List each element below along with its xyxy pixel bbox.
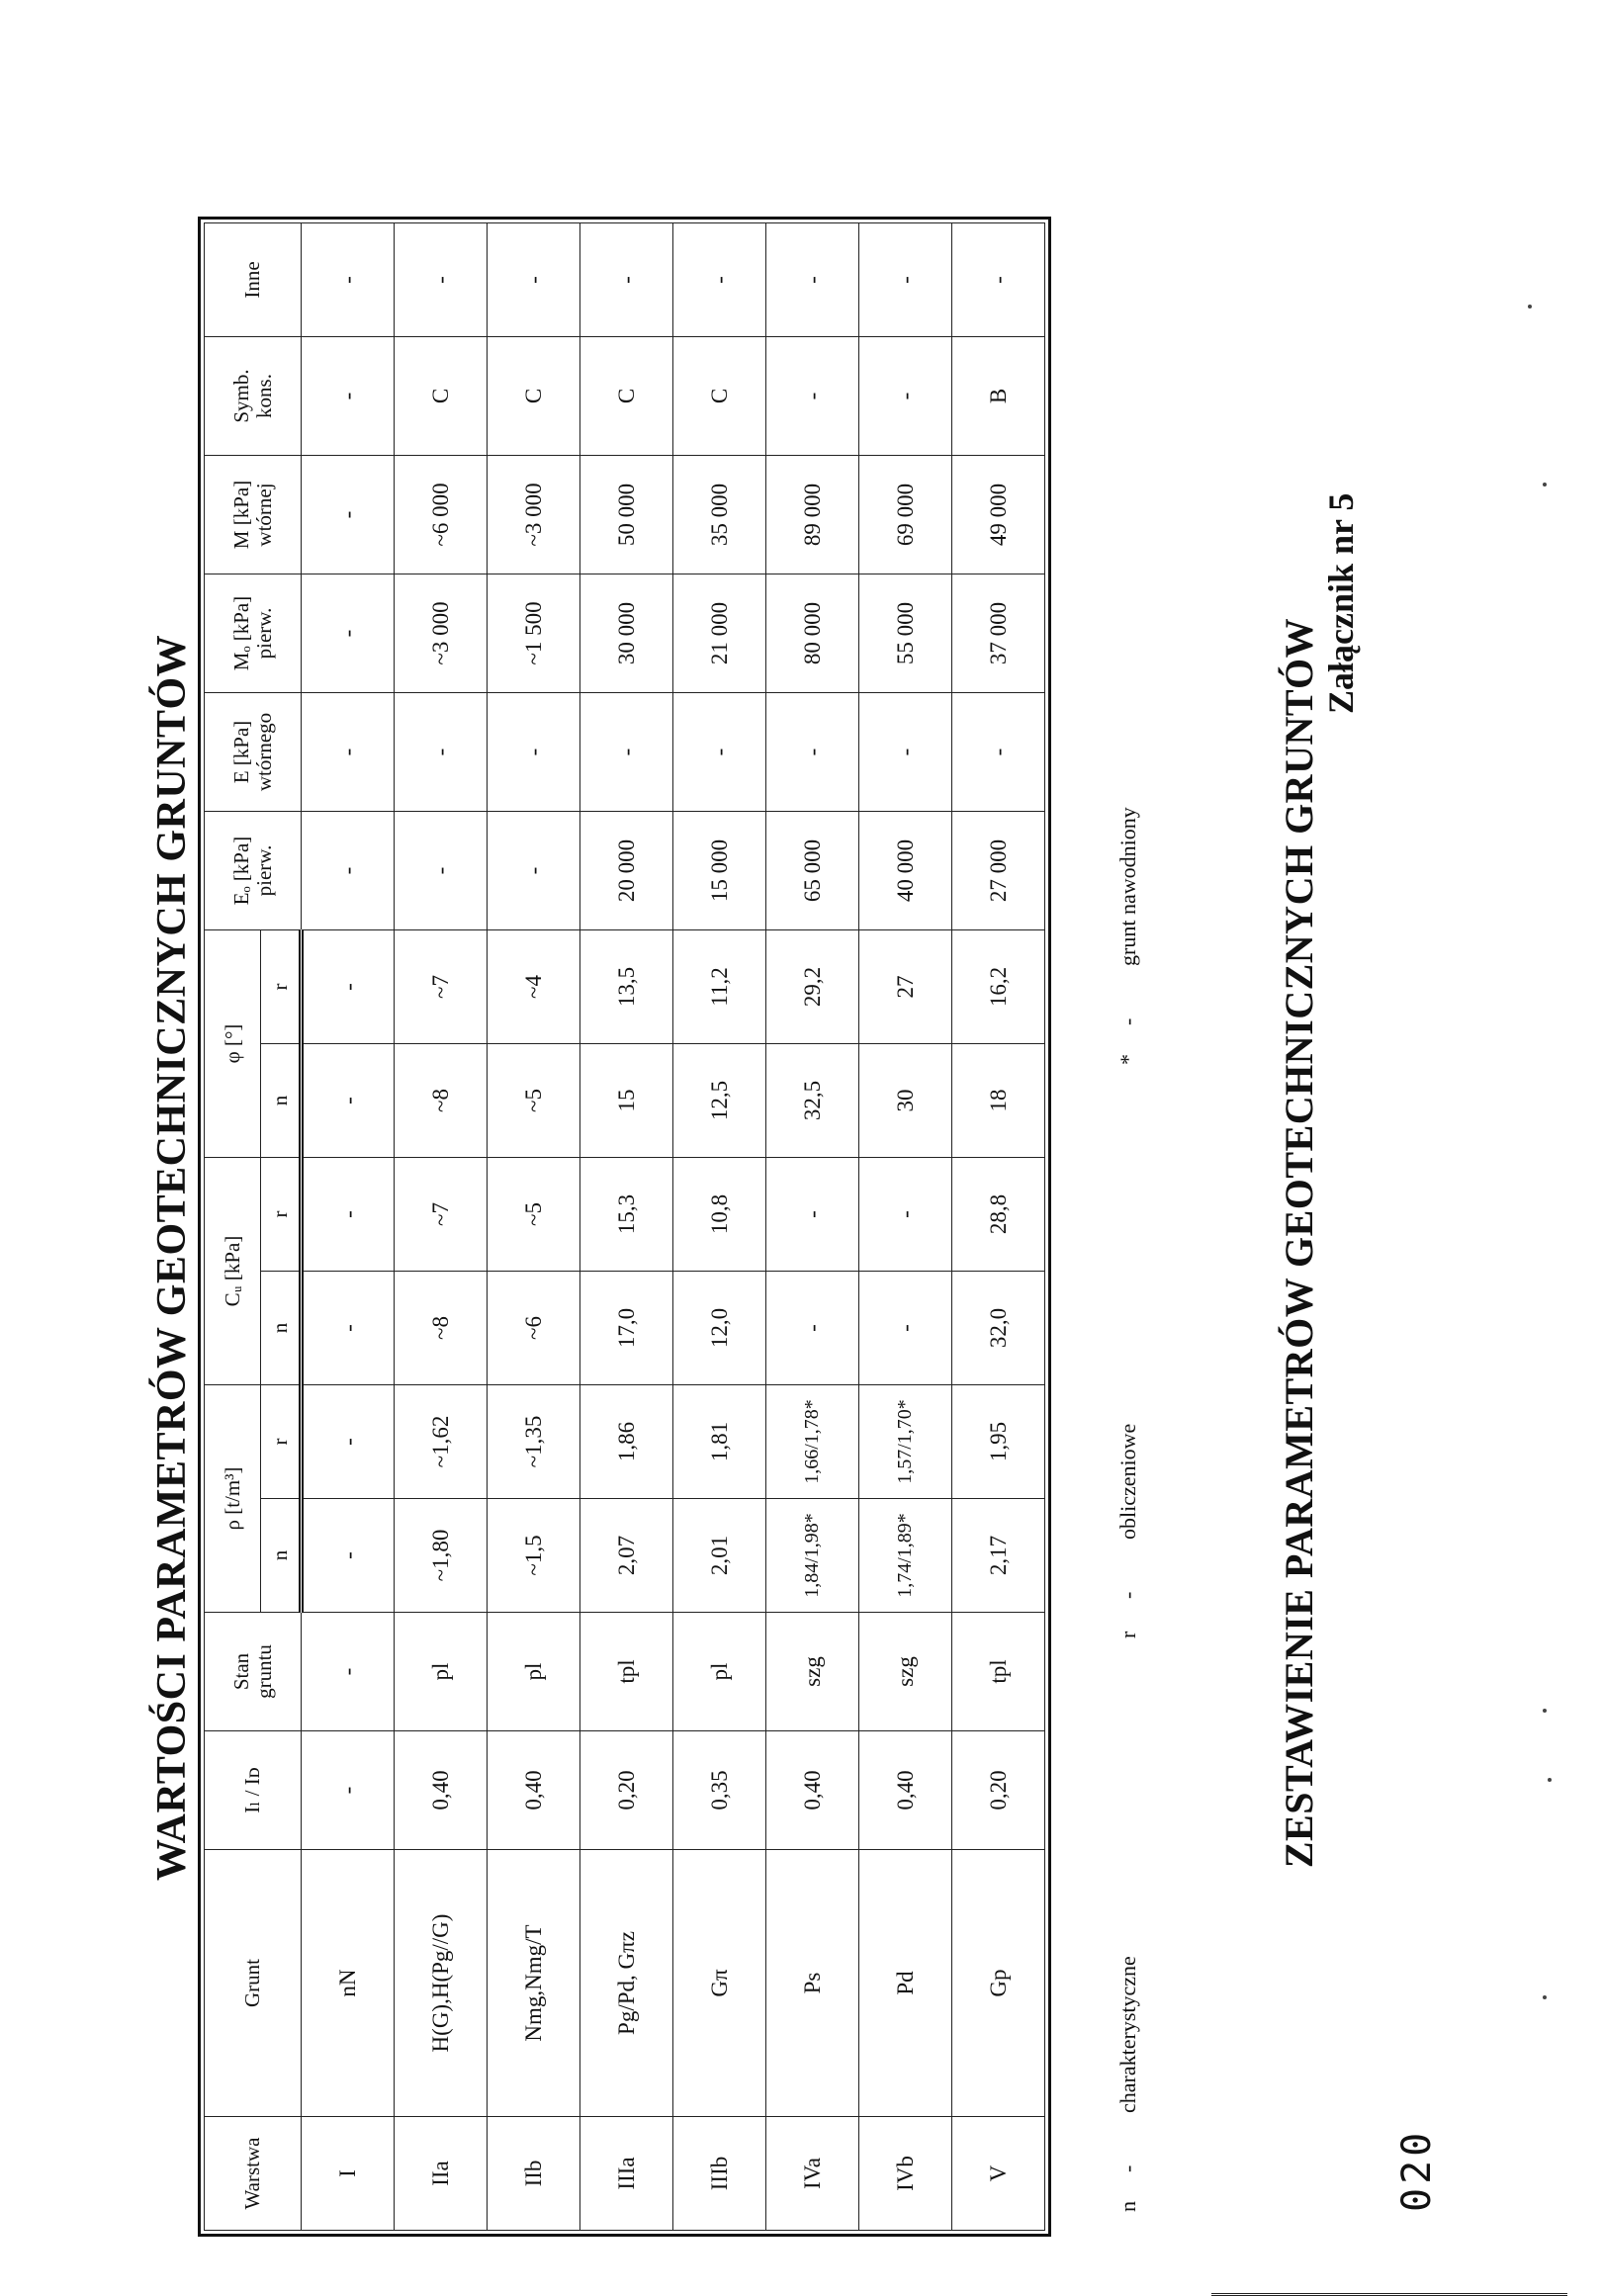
cell-il: 0,20 [580,1731,673,1850]
cell-stan: tpl [580,1613,673,1731]
header-stan [205,1613,302,1731]
cell-mo: 21 000 [673,574,766,693]
cell-cu-n: ~8 [395,1272,488,1385]
legend-n-text: charakterystyczne [1115,1956,1140,2113]
cell-stan: szg [859,1613,952,1731]
header-stan-line2: gruntu [251,1644,276,1699]
cell-stan: pl [673,1613,766,1731]
cell-e: - [302,693,395,812]
cell-e: - [395,693,488,812]
header-rho-r: r [261,1385,302,1499]
cell-rho-r: - [302,1385,395,1499]
cell-cu-r: ~7 [395,1158,488,1272]
header-cu: Cᵤ [kPa] [205,1158,261,1385]
cell-rho-r: 1,81 [673,1385,766,1499]
cell-mo: 30 000 [580,574,673,693]
cell-cu-r: ~5 [488,1158,580,1272]
cell-stan: szg [766,1613,859,1731]
cell-warstwa: V [952,2117,1045,2231]
cell-grunt: Ps [766,1850,859,2117]
cell-grunt: Gπ [673,1850,766,2117]
cell-inne: - [952,223,1045,337]
cell-phi-r: 11,2 [673,930,766,1044]
cell-cu-r: 15,3 [580,1158,673,1272]
legend-star-dash: - [1115,1017,1140,1025]
cell-mo: 80 000 [766,574,859,693]
cell-symb: B [952,337,1045,456]
cell-cu-n: 12,0 [673,1272,766,1385]
cell-e: - [580,693,673,812]
cell-phi-r: ~7 [395,930,488,1044]
cell-cu-n: 32,0 [952,1272,1045,1385]
cell-grunt: nN [302,1850,395,2117]
cell-il: 0,20 [952,1731,1045,1850]
header-m [205,456,302,574]
cell-phi-n: 12,5 [673,1044,766,1158]
cell-phi-n: ~5 [488,1044,580,1158]
cell-il: 0,40 [859,1731,952,1850]
cell-symb: - [859,337,952,456]
cell-e: - [766,693,859,812]
cell-cu-r: 10,8 [673,1158,766,1272]
cell-inne: - [859,223,952,337]
header-eo-line2: pierw. [251,844,276,897]
cell-cu-r: 28,8 [952,1158,1045,1272]
cell-cu-r: - [302,1158,395,1272]
cell-rho-n: ~1,5 [488,1499,580,1613]
cell-rho-r: ~1,62 [395,1385,488,1499]
parameters-table-frame [198,217,1051,2237]
cell-phi-n: 18 [952,1044,1045,1158]
cell-symb: C [580,337,673,456]
table-row [766,223,859,2231]
cell-rho-r: 1,66/1,78* [766,1385,859,1499]
header-cu-n: n [261,1272,302,1385]
page-title: WARTOŚCI PARAMETRÓW GEOTECHNICZNYCH GRUNTÓW [149,634,195,1882]
cell-stan: tpl [952,1613,1045,1731]
cell-il: 0,40 [766,1731,859,1850]
cell-e: - [488,693,580,812]
annex-label: Załącznik nr 5 [1321,492,1361,714]
cell-phi-r: 27 [859,930,952,1044]
cell-rho-r: 1,95 [952,1385,1045,1499]
header-rho: ρ [t/m³] [205,1385,261,1613]
cell-grunt: Pg/Pd, Gπz [580,1850,673,2117]
header-mo-line2: pierw. [251,607,276,660]
cell-inne: - [580,223,673,337]
header-m-line1: M [kPa] [229,480,254,550]
cell-inne: - [395,223,488,337]
cell-cu-n: - [302,1272,395,1385]
cell-warstwa: IVb [859,2117,952,2231]
cell-mo: ~3 000 [395,574,488,693]
header-phi: φ [°] [205,930,261,1158]
cell-symb: C [488,337,580,456]
cell-phi-n: 32,5 [766,1044,859,1158]
header-grunt: Grunt [205,1850,302,2117]
cell-warstwa: IIIa [580,2117,673,2231]
cell-eo: - [488,812,580,930]
cell-eo: - [302,812,395,930]
parameters-table [204,222,1045,2231]
cell-rho-n: 1,74/1,89* [859,1499,952,1613]
legend-r-dash: - [1115,1591,1140,1599]
cell-phi-r: - [302,930,395,1044]
cell-cu-n: - [859,1272,952,1385]
cell-symb: C [673,337,766,456]
cell-m: 49 000 [952,456,1045,574]
cell-phi-r: 13,5 [580,930,673,1044]
scan-edge-rule [1211,2290,1567,2296]
cell-mo: 55 000 [859,574,952,693]
table-row [952,223,1045,2231]
cell-m: 69 000 [859,456,952,574]
header-symb-line1: Symb. [229,369,254,423]
cell-grunt: H(G),H(Pg//G) [395,1850,488,2117]
header-eo [205,812,302,930]
cell-m: ~3 000 [488,456,580,574]
cell-phi-n: 15 [580,1044,673,1158]
header-symb [205,337,302,456]
table-row [395,223,488,2231]
table-row [673,223,766,2231]
cell-grunt: Pd [859,1850,952,2117]
header-cu-r: r [261,1158,302,1272]
cell-eo: 27 000 [952,812,1045,930]
header-phi-r: r [261,930,302,1044]
cell-mo: 37 000 [952,574,1045,693]
header-stan-line1: Stan [229,1652,254,1691]
cell-cu-r: - [766,1158,859,1272]
header-e-line1: E [kPa] [229,720,254,784]
cell-m: 89 000 [766,456,859,574]
header-warstwa: Warstwa [205,2117,302,2231]
cell-warstwa: IIIb [673,2117,766,2231]
cell-mo: ~1 500 [488,574,580,693]
header-eo-line1: Eₒ [kPa] [229,836,254,906]
cell-inne: - [673,223,766,337]
cell-e: - [859,693,952,812]
cell-il: - [302,1731,395,1850]
table-row [488,223,580,2231]
cell-stan: - [302,1613,395,1731]
cell-m: - [302,456,395,574]
cell-phi-r: ~4 [488,930,580,1044]
cell-grunt: Gp [952,1850,1045,2117]
cell-warstwa: IIb [488,2117,580,2231]
cell-rho-n: 2,01 [673,1499,766,1613]
cell-rho-n: 1,84/1,98* [766,1499,859,1613]
table-row [859,223,952,2231]
cell-symb: - [302,337,395,456]
cell-rho-n: - [302,1499,395,1613]
cell-cu-r: - [859,1158,952,1272]
cell-rho-r: 1,86 [580,1385,673,1499]
cell-phi-n: 30 [859,1044,952,1158]
page-number: 020 [1394,2128,1440,2212]
legend-r-key: r [1115,1631,1140,1638]
header-inne: Inne [205,223,302,337]
cell-eo: 65 000 [766,812,859,930]
cell-symb: C [395,337,488,456]
cell-eo: 15 000 [673,812,766,930]
legend [1115,669,1141,2212]
scan-speck [1543,1709,1547,1713]
cell-eo: 40 000 [859,812,952,930]
cell-phi-r: 29,2 [766,930,859,1044]
cell-warstwa: IIa [395,2117,488,2231]
cell-il: 0,35 [673,1731,766,1850]
cell-symb: - [766,337,859,456]
cell-eo: - [395,812,488,930]
cell-stan: pl [488,1613,580,1731]
cell-grunt: Nmg,Nmg/T [488,1850,580,2117]
legend-r-text: obliczeniowe [1115,1423,1140,1540]
header-il-id: Iₗ / Iᴅ [205,1731,302,1850]
summary-title: ZESTAWIENIE PARAMETRÓW GEOTECHNICZNYCH GRUNTÓW [1277,617,1321,1869]
cell-inne: - [488,223,580,337]
cell-rho-n: 2,07 [580,1499,673,1613]
header-e [205,693,302,812]
cell-inne: - [766,223,859,337]
scan-speck [1543,483,1547,486]
table-row [302,223,395,2231]
cell-rho-r: ~1,35 [488,1385,580,1499]
scan-speck [1528,305,1532,309]
cell-rho-n: ~1,80 [395,1499,488,1613]
legend-n-key: n [1115,2201,1140,2212]
header-phi-n: n [261,1044,302,1158]
table-row [580,223,673,2231]
cell-phi-n: - [302,1044,395,1158]
cell-cu-n: - [766,1272,859,1385]
cell-stan: pl [395,1613,488,1731]
header-e-line2: wtórnego [251,712,276,792]
cell-rho-n: 2,17 [952,1499,1045,1613]
cell-il: 0,40 [488,1731,580,1850]
header-m-line2: wtórnej [251,483,276,547]
header-rho-n: n [261,1499,302,1613]
cell-e: - [673,693,766,812]
cell-warstwa: I [302,2117,395,2231]
cell-warstwa: IVa [766,2117,859,2231]
cell-il: 0,40 [395,1731,488,1850]
cell-rho-r: 1,57/1,70* [859,1385,952,1499]
cell-eo: 20 000 [580,812,673,930]
cell-m: 50 000 [580,456,673,574]
cell-mo: - [302,574,395,693]
cell-cu-n: 17,0 [580,1272,673,1385]
cell-m: 35 000 [673,456,766,574]
header-mo [205,574,302,693]
cell-e: - [952,693,1045,812]
cell-m: ~6 000 [395,456,488,574]
legend-star-text: grunt nawodniony [1115,807,1140,966]
header-symb-line2: kons. [251,374,276,418]
legend-n-dash: - [1115,2164,1140,2172]
scan-speck [1548,1778,1552,1782]
scan-speck [1543,1995,1547,1999]
legend-star-key: * [1115,1054,1140,1065]
cell-cu-n: ~6 [488,1272,580,1385]
header-mo-line1: Mₒ [kPa] [229,595,254,671]
cell-phi-n: ~8 [395,1044,488,1158]
cell-phi-r: 16,2 [952,930,1045,1044]
cell-inne: - [302,223,395,337]
